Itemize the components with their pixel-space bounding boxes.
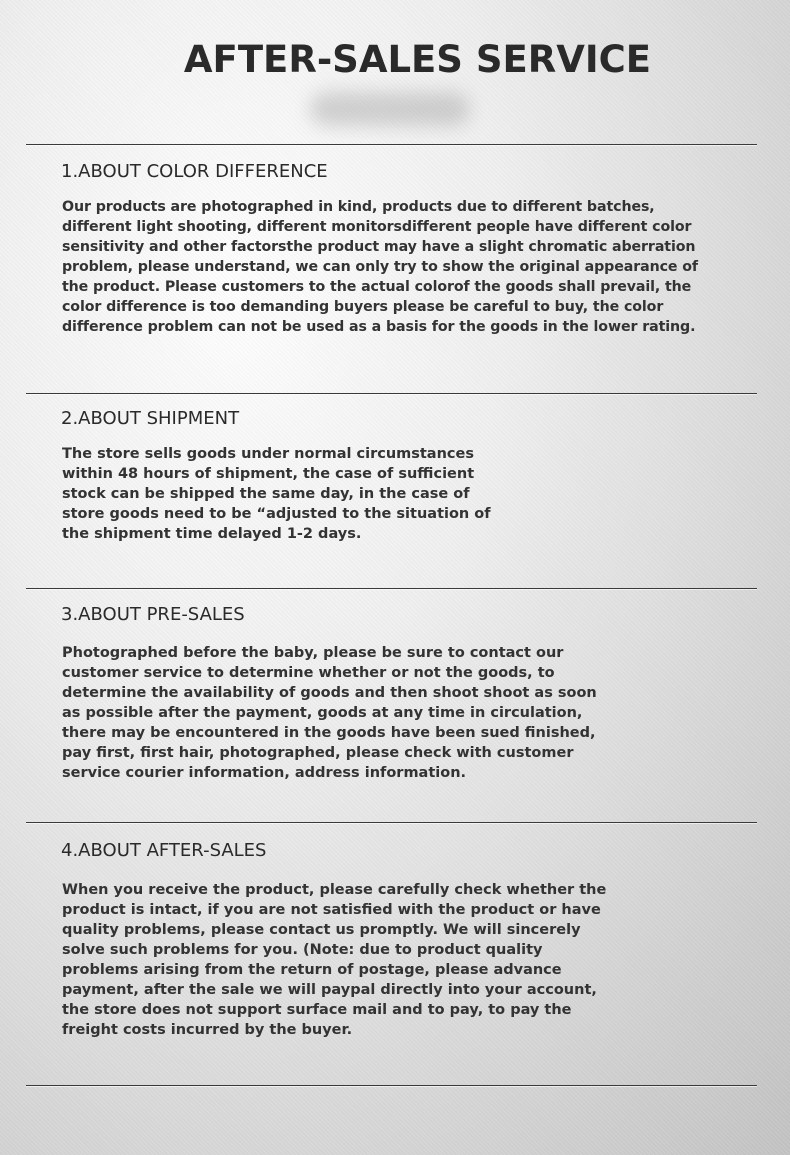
section-heading: 4.ABOUT AFTER-SALES [61, 840, 267, 861]
section-divider [26, 588, 757, 589]
section-divider [26, 144, 757, 145]
section-heading: 1.ABOUT COLOR DIFFERENCE [61, 161, 328, 182]
section-divider [26, 822, 757, 823]
section-divider [26, 393, 757, 394]
section-heading: 2.ABOUT SHIPMENT [61, 408, 240, 429]
title-shadow-decoration [310, 92, 470, 126]
section-body: Photographed before the baby, please be sure to contact our customer service to determine whether or not the goods, to determine the availability of goods and then shoot shoot as soon as possible after the payment, goods at any time in circulation, there may be encountered in the goods have been sued finished, pay first, first hair, photographed, please check with customer service courier information, address information. [62, 645, 597, 781]
section-divider [26, 1085, 757, 1086]
section-body: When you receive the product, please carefully check whether the product is intact, if you are not satisfied with the product or have quality problems, please contact us promptly. We will sincerely solve such problems for you. (Note: due to product quality problems arising from the return of postage, please advance payment, after the sale we will paypal directly into your account, the store does not support surface mail and to pay, to pay the freight costs incurred by the buyer. [62, 882, 607, 1038]
section-heading: 3.ABOUT PRE-SALES [61, 604, 245, 625]
section-body: The store sells goods under normal circumstances within 48 hours of shipment, the case of sufficient stock can be shipped the same day, in the case of store goods need to be “adjusted to the situation of the shipment time delayed 1-2 days. [62, 446, 491, 542]
section-body: Our products are photographed in kind, products due to different batches, different light shooting, different monitorsdifferent people have different color sensitivity and other factorsthe product may have a slight chromatic aberration problem, please understand, we can only try to show the original appearance of the product. Please customers to the actual colorof the goods shall prevail, the color difference is too demanding buyers please be careful to buy, the color difference problem can not be used as a basis for the goods in the lower rating. [62, 199, 698, 335]
page-title: AFTER-SALES SERVICE [183, 38, 652, 81]
